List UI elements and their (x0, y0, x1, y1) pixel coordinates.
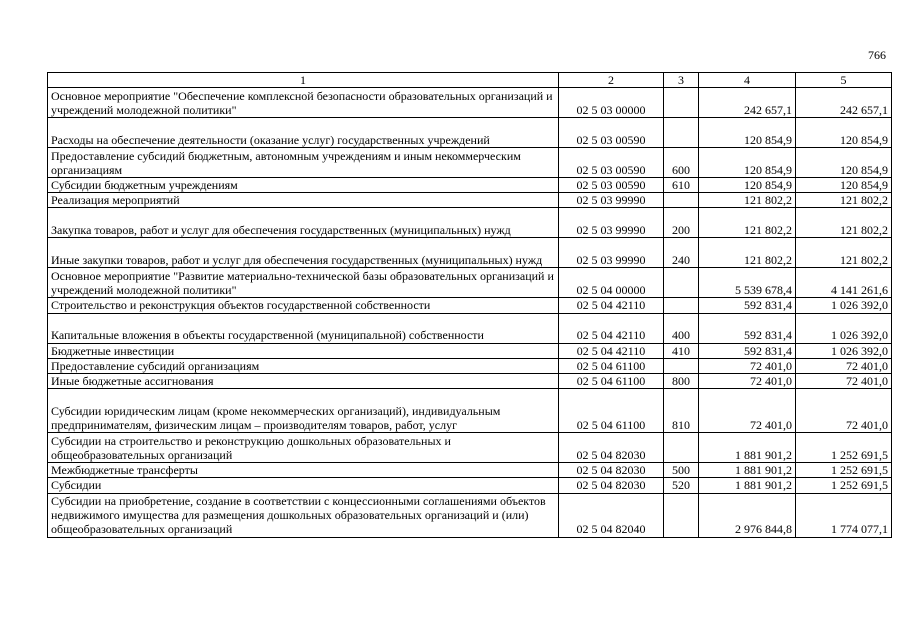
row-name-cell: Субсидии на приобретение, создание в соответствии с концессионными соглашениями объектов недвижимого имущества для размещения дошкольных образовательных организаций и (или) общеобразовательных организаций (48, 493, 559, 537)
row-expense-type-cell: 600 (664, 148, 699, 178)
row-amount-2-cell: 1 252 691,5 (796, 463, 892, 478)
row-name-cell: Закупка товаров, работ и услуг для обеспечения государственных (муниципальных) нужд (48, 208, 559, 238)
row-name-cell: Субсидии (48, 478, 559, 493)
row-name-cell: Субсидии на строительство и реконструкцию дошкольных образовательных и общеобразовательных организаций (48, 433, 559, 463)
row-amount-2-cell: 242 657,1 (796, 88, 892, 118)
row-expense-type-cell: 610 (664, 178, 699, 193)
row-code-cell: 02 5 03 00000 (559, 88, 664, 118)
row-code-cell: 02 5 03 99990 (559, 238, 664, 268)
table-row (48, 478, 892, 493)
row-name-cell: Расходы на обеспечение деятельности (оказание услуг) государственных учреждений (48, 118, 559, 148)
row-code-cell: 02 5 04 42110 (559, 298, 664, 313)
budget-table (47, 72, 892, 538)
row-amount-1-cell: 120 854,9 (699, 148, 796, 178)
row-amount-1-cell: 242 657,1 (699, 88, 796, 118)
row-amount-2-cell: 121 802,2 (796, 238, 892, 268)
row-expense-type-cell: 400 (664, 313, 699, 343)
column-header-2: 2 (559, 73, 664, 88)
row-amount-2-cell: 120 854,9 (796, 178, 892, 193)
row-code-cell: 02 5 04 82030 (559, 478, 664, 493)
row-amount-2-cell: 121 802,2 (796, 208, 892, 238)
row-amount-2-cell: 120 854,9 (796, 118, 892, 148)
row-name-cell: Субсидии бюджетным учреждениям (48, 178, 559, 193)
row-name-cell: Основное мероприятие "Обеспечение комплексной безопасности образовательных организаций и учреждений молодежной политики" (48, 88, 559, 118)
column-header-4: 4 (699, 73, 796, 88)
row-amount-1-cell: 1 881 901,2 (699, 478, 796, 493)
row-code-cell: 02 5 03 00590 (559, 118, 664, 148)
table-row (48, 148, 892, 178)
row-amount-2-cell: 1 774 077,1 (796, 493, 892, 537)
row-amount-2-cell: 1 026 392,0 (796, 313, 892, 343)
row-amount-1-cell: 72 401,0 (699, 358, 796, 373)
table-row (48, 88, 892, 118)
table-row (48, 298, 892, 313)
row-amount-2-cell: 121 802,2 (796, 193, 892, 208)
row-code-cell: 02 5 04 42110 (559, 343, 664, 358)
table-row (48, 433, 892, 463)
row-name-cell: Основное мероприятие "Развитие материально-технической базы образовательных организаций и учреждений молодежной политики" (48, 268, 559, 298)
row-amount-2-cell: 4 141 261,6 (796, 268, 892, 298)
row-code-cell: 02 5 04 82040 (559, 493, 664, 537)
row-expense-type-cell (664, 433, 699, 463)
row-name-cell: Межбюджетные трансферты (48, 463, 559, 478)
row-amount-1-cell: 120 854,9 (699, 178, 796, 193)
row-amount-1-cell: 121 802,2 (699, 208, 796, 238)
row-code-cell: 02 5 03 99990 (559, 208, 664, 238)
row-code-cell: 02 5 04 82030 (559, 433, 664, 463)
row-amount-1-cell: 72 401,0 (699, 389, 796, 433)
row-expense-type-cell: 410 (664, 343, 699, 358)
table-row (48, 389, 892, 433)
row-amount-1-cell: 592 831,4 (699, 298, 796, 313)
table-row (48, 208, 892, 238)
row-amount-2-cell: 1 252 691,5 (796, 478, 892, 493)
row-amount-1-cell: 1 881 901,2 (699, 463, 796, 478)
table-row (48, 493, 892, 537)
row-expense-type-cell: 500 (664, 463, 699, 478)
table-row (48, 463, 892, 478)
row-amount-2-cell: 1 252 691,5 (796, 433, 892, 463)
row-amount-1-cell: 121 802,2 (699, 238, 796, 268)
row-amount-2-cell: 1 026 392,0 (796, 343, 892, 358)
row-name-cell: Иные бюджетные ассигнования (48, 374, 559, 389)
column-header-1: 1 (48, 73, 559, 88)
row-expense-type-cell: 800 (664, 374, 699, 389)
row-expense-type-cell (664, 358, 699, 373)
row-amount-2-cell: 1 026 392,0 (796, 298, 892, 313)
row-amount-1-cell: 120 854,9 (699, 118, 796, 148)
table-row (48, 118, 892, 148)
row-expense-type-cell (664, 268, 699, 298)
row-expense-type-cell (664, 88, 699, 118)
row-amount-1-cell: 592 831,4 (699, 313, 796, 343)
table-row (48, 268, 892, 298)
table-row (48, 178, 892, 193)
row-code-cell: 02 5 04 82030 (559, 463, 664, 478)
table-header-row (48, 73, 892, 88)
row-name-cell: Капитальные вложения в объекты государственной (муниципальной) собственности (48, 313, 559, 343)
row-amount-1-cell: 1 881 901,2 (699, 433, 796, 463)
row-code-cell: 02 5 03 99990 (559, 193, 664, 208)
table-row (48, 358, 892, 373)
row-code-cell: 02 5 03 00590 (559, 148, 664, 178)
row-name-cell: Иные закупки товаров, работ и услуг для обеспечения государственных (муниципальных) нужд (48, 238, 559, 268)
row-code-cell: 02 5 04 61100 (559, 374, 664, 389)
row-code-cell: 02 5 03 00590 (559, 178, 664, 193)
row-amount-2-cell: 72 401,0 (796, 389, 892, 433)
column-header-3: 3 (664, 73, 699, 88)
row-name-cell: Строительство и реконструкция объектов государственной собственности (48, 298, 559, 313)
table-row (48, 343, 892, 358)
row-amount-1-cell: 5 539 678,4 (699, 268, 796, 298)
row-name-cell: Бюджетные инвестиции (48, 343, 559, 358)
row-expense-type-cell (664, 298, 699, 313)
row-amount-1-cell: 592 831,4 (699, 343, 796, 358)
row-name-cell: Предоставление субсидий бюджетным, автономным учреждениям и иным некоммерческим организациям (48, 148, 559, 178)
table-row (48, 374, 892, 389)
row-amount-2-cell: 120 854,9 (796, 148, 892, 178)
row-expense-type-cell: 240 (664, 238, 699, 268)
row-code-cell: 02 5 04 42110 (559, 313, 664, 343)
table-row (48, 238, 892, 268)
page-number: 766 (868, 48, 886, 62)
row-amount-2-cell: 72 401,0 (796, 358, 892, 373)
row-name-cell: Предоставление субсидий организациям (48, 358, 559, 373)
row-expense-type-cell (664, 118, 699, 148)
row-amount-1-cell: 72 401,0 (699, 374, 796, 389)
row-expense-type-cell (664, 493, 699, 537)
row-amount-1-cell: 2 976 844,8 (699, 493, 796, 537)
row-code-cell: 02 5 04 61100 (559, 358, 664, 373)
table-row (48, 313, 892, 343)
row-expense-type-cell (664, 193, 699, 208)
table-row (48, 193, 892, 208)
row-name-cell: Субсидии юридическим лицам (кроме некоммерческих организаций), индивидуальным предпринимателям, физическим лицам – производителям товаров, работ, услуг (48, 389, 559, 433)
row-name-cell: Реализация мероприятий (48, 193, 559, 208)
column-header-5: 5 (796, 73, 892, 88)
row-code-cell: 02 5 04 00000 (559, 268, 664, 298)
row-expense-type-cell: 200 (664, 208, 699, 238)
row-amount-2-cell: 72 401,0 (796, 374, 892, 389)
row-amount-1-cell: 121 802,2 (699, 193, 796, 208)
row-code-cell: 02 5 04 61100 (559, 389, 664, 433)
row-expense-type-cell: 520 (664, 478, 699, 493)
row-expense-type-cell: 810 (664, 389, 699, 433)
